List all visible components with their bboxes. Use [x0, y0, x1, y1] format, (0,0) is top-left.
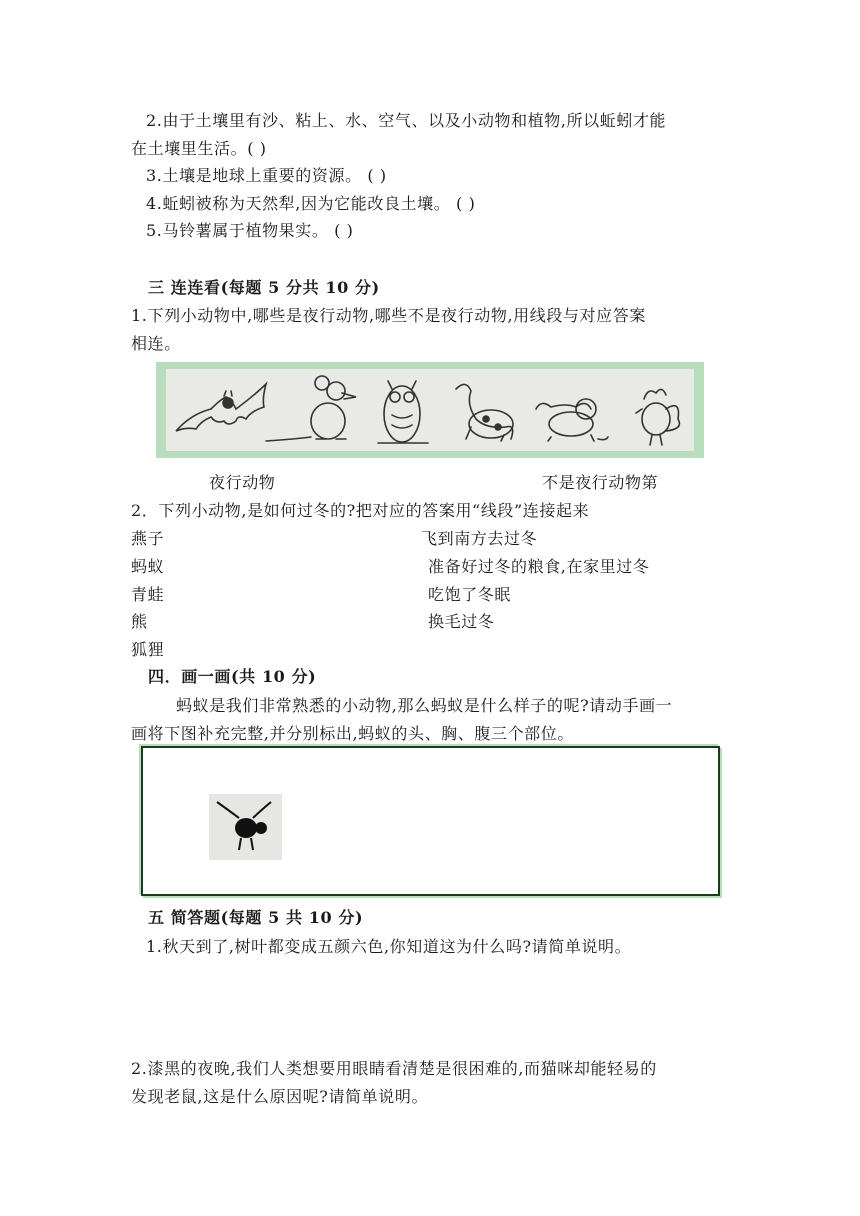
section3-q2-title: 2．下列小动物,是如何过冬的?把对应的答案用“线段”连接起来 — [131, 501, 590, 520]
left-item-bear: 熊 — [131, 612, 148, 631]
section3-q1-line1: 1.下列小动物中,哪些是夜行动物,哪些不是夜行动物,用线段与对应答案 — [131, 306, 646, 325]
section5-title: 五 简答题(每题 5 共 10 分) — [148, 908, 364, 927]
section5-q1: 1.秋天到了,树叶都变成五颜六色,你知道这为什么吗?请简单说明。 — [146, 937, 632, 956]
section5-q2-line2: 发现老鼠,这是什么原因呢?请简单说明。 — [131, 1087, 429, 1106]
judge-question-5: 5.马铃薯属于植物果实。 ( ) — [146, 221, 354, 240]
cat-drawing — [536, 399, 608, 441]
judge-question-2-line2: 在土壤里生活。( ) — [131, 139, 267, 158]
left-item-ant: 蚂蚁 — [131, 557, 165, 576]
label-nocturnal: 夜行动物 — [209, 473, 276, 492]
mouse-drawing — [266, 376, 356, 441]
left-item-fox: 狐狸 — [131, 640, 165, 659]
owl-drawing — [378, 381, 428, 443]
judge-question-3: 3.土壤是地球上重要的资源。 ( ) — [146, 166, 387, 185]
right-item-fly-south: 飞到南方去过冬 — [421, 529, 538, 548]
left-item-frog: 青蛙 — [131, 585, 165, 604]
section3-title: 三 连连看(每题 5 分共 10 分) — [148, 278, 380, 297]
section3-q1-line2: 相连。 — [131, 334, 181, 353]
left-item-swallow: 燕子 — [131, 529, 165, 548]
judge-question-2-line1: 2.由于土壤里有沙、粘上、水、空气、以及小动物和植物,所以蚯蚓才能 — [146, 111, 667, 130]
rooster-drawing — [636, 389, 680, 445]
section4-title: 四．画一画(共 10 分) — [148, 667, 317, 686]
ant-head-picture — [209, 794, 282, 860]
right-item-store-food: 准备好过冬的粮食,在家里过冬 — [428, 557, 650, 576]
section4-line1: 蚂蚁是我们非常熟悉的小动物,那么蚂蚁是什么样子的呢?请动手画一 — [176, 696, 673, 715]
drawing-area[interactable] — [141, 746, 720, 896]
section4-line2: 画将下图补充完整,并分别标出,蚂蚁的头、胸、腹三个部位。 — [131, 724, 574, 743]
bat-drawing — [176, 384, 266, 431]
label-not-nocturnal: 不是夜行动物第 — [542, 473, 659, 492]
section5-q2-line1: 2.漆黑的夜晚,我们人类想要用眼睛看清楚是很困难的,而猫咪却能轻易的 — [131, 1059, 657, 1078]
right-item-hibernate: 吃饱了冬眠 — [428, 585, 512, 604]
animal-picture-strip — [156, 362, 704, 458]
puppy-drawing — [456, 384, 513, 441]
judge-question-4: 4.蚯蚓被称为天然犁,因为它能改良土壤。 ( ) — [146, 194, 476, 213]
right-item-change-fur: 换毛过冬 — [428, 612, 495, 631]
